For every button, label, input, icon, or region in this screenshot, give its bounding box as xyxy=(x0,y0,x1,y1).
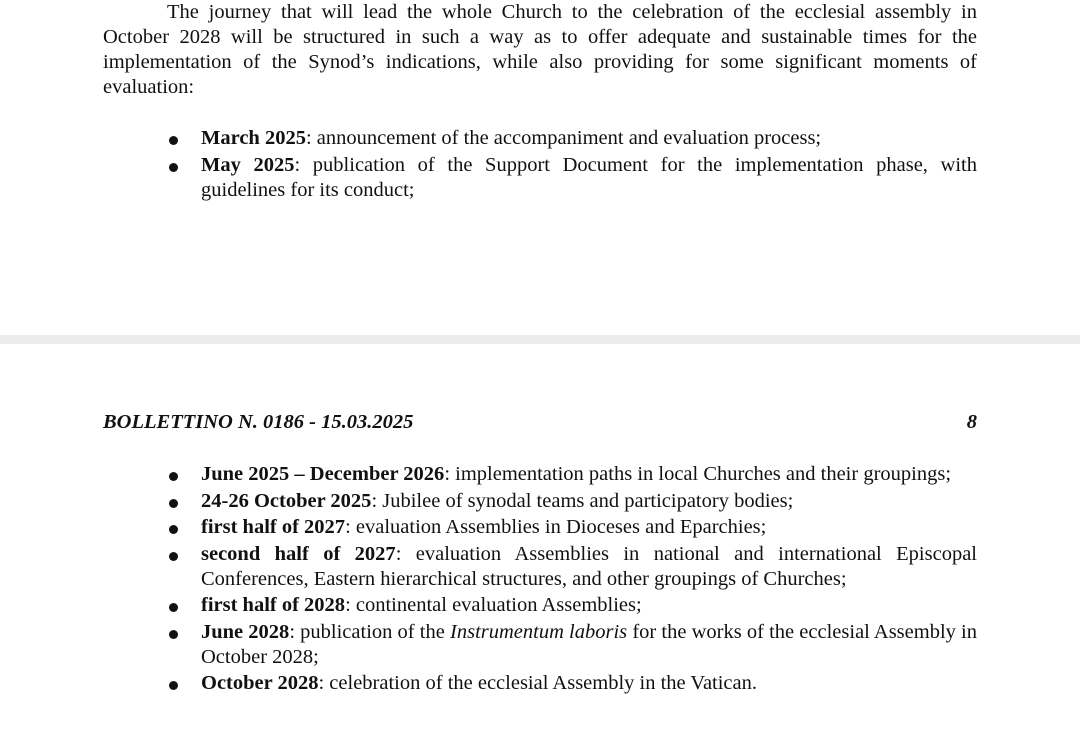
list-item-text: : announcement of the accompaniment and evaluation process; xyxy=(305,127,822,149)
bullet-icon xyxy=(169,163,178,172)
intro-paragraph: The journey that will lead the whole Church to the celebration of the ecclesial assembly in October 2028 will be structured in such a way as to offer adequate and sustainable times for the implementation of the Synod’s indications, while also providing for some significant moments of evaluation: xyxy=(103,1,977,98)
list-item-italic-title: Instrumentum laboris xyxy=(450,620,628,643)
bullet-icon xyxy=(169,630,178,639)
list-item-text: : evaluation Assemblies in national and international Episcopal Conferences, Eastern hierarchical structures, and other groupings of Churches; xyxy=(201,542,977,590)
list-item-text: : celebration of the ecclesial Assembly in the Vatican. xyxy=(318,672,758,694)
list-item-text: : implementation paths in local Churches and their groupings; xyxy=(444,463,952,485)
list-item-text-after: for the works of the ecclesial Assembly in October 2028; xyxy=(201,620,977,668)
list-item-date: second half of 2027 xyxy=(201,542,396,565)
list-item xyxy=(0,671,977,696)
timeline-list-bottom xyxy=(0,462,1080,698)
list-item xyxy=(0,489,977,514)
bullet-icon xyxy=(169,681,178,690)
list-item-date: first half of 2027 xyxy=(201,516,346,538)
bulletin-title: BOLLETTINO N. 0186 - 15.03.2025 xyxy=(103,411,414,433)
timeline-list-top xyxy=(0,126,1080,204)
list-item xyxy=(0,462,977,487)
list-item-date: May 2025 xyxy=(201,153,295,176)
list-item-text: : publication of the xyxy=(289,620,451,643)
document-page-bottom xyxy=(0,344,1080,730)
list-item xyxy=(0,542,977,592)
list-item-date: June 2028 xyxy=(201,620,290,643)
list-item xyxy=(0,515,977,540)
list-item-text: : evaluation Assemblies in Dioceses and Eparchies; xyxy=(345,516,767,538)
list-item-date: June 2025 – December 2026 xyxy=(201,463,445,485)
bullet-icon xyxy=(169,525,178,534)
list-item-text: : publication of the Support Document for the implementation phase, with guidelines for its conduct; xyxy=(201,153,977,201)
list-item-date: October 2028 xyxy=(201,672,319,694)
bullet-icon xyxy=(169,603,178,612)
bullet-icon xyxy=(169,472,178,481)
bullet-icon xyxy=(169,499,178,508)
list-item-date: first half of 2028 xyxy=(201,594,346,616)
list-item xyxy=(0,126,977,151)
list-item-text: : continental evaluation Assemblies; xyxy=(345,594,642,616)
bullet-icon xyxy=(169,136,178,145)
page-number: 8 xyxy=(966,411,977,433)
page-separator xyxy=(0,335,1080,344)
list-item xyxy=(0,153,977,203)
list-item-date: March 2025 xyxy=(201,127,306,149)
bullet-icon xyxy=(169,552,178,561)
list-item-date: 24-26 October 2025 xyxy=(201,489,372,512)
list-item-text: : Jubilee of synodal teams and participatory bodies; xyxy=(371,489,794,512)
list-item xyxy=(0,620,977,670)
document-page-top xyxy=(0,0,1080,335)
list-item xyxy=(0,593,977,618)
